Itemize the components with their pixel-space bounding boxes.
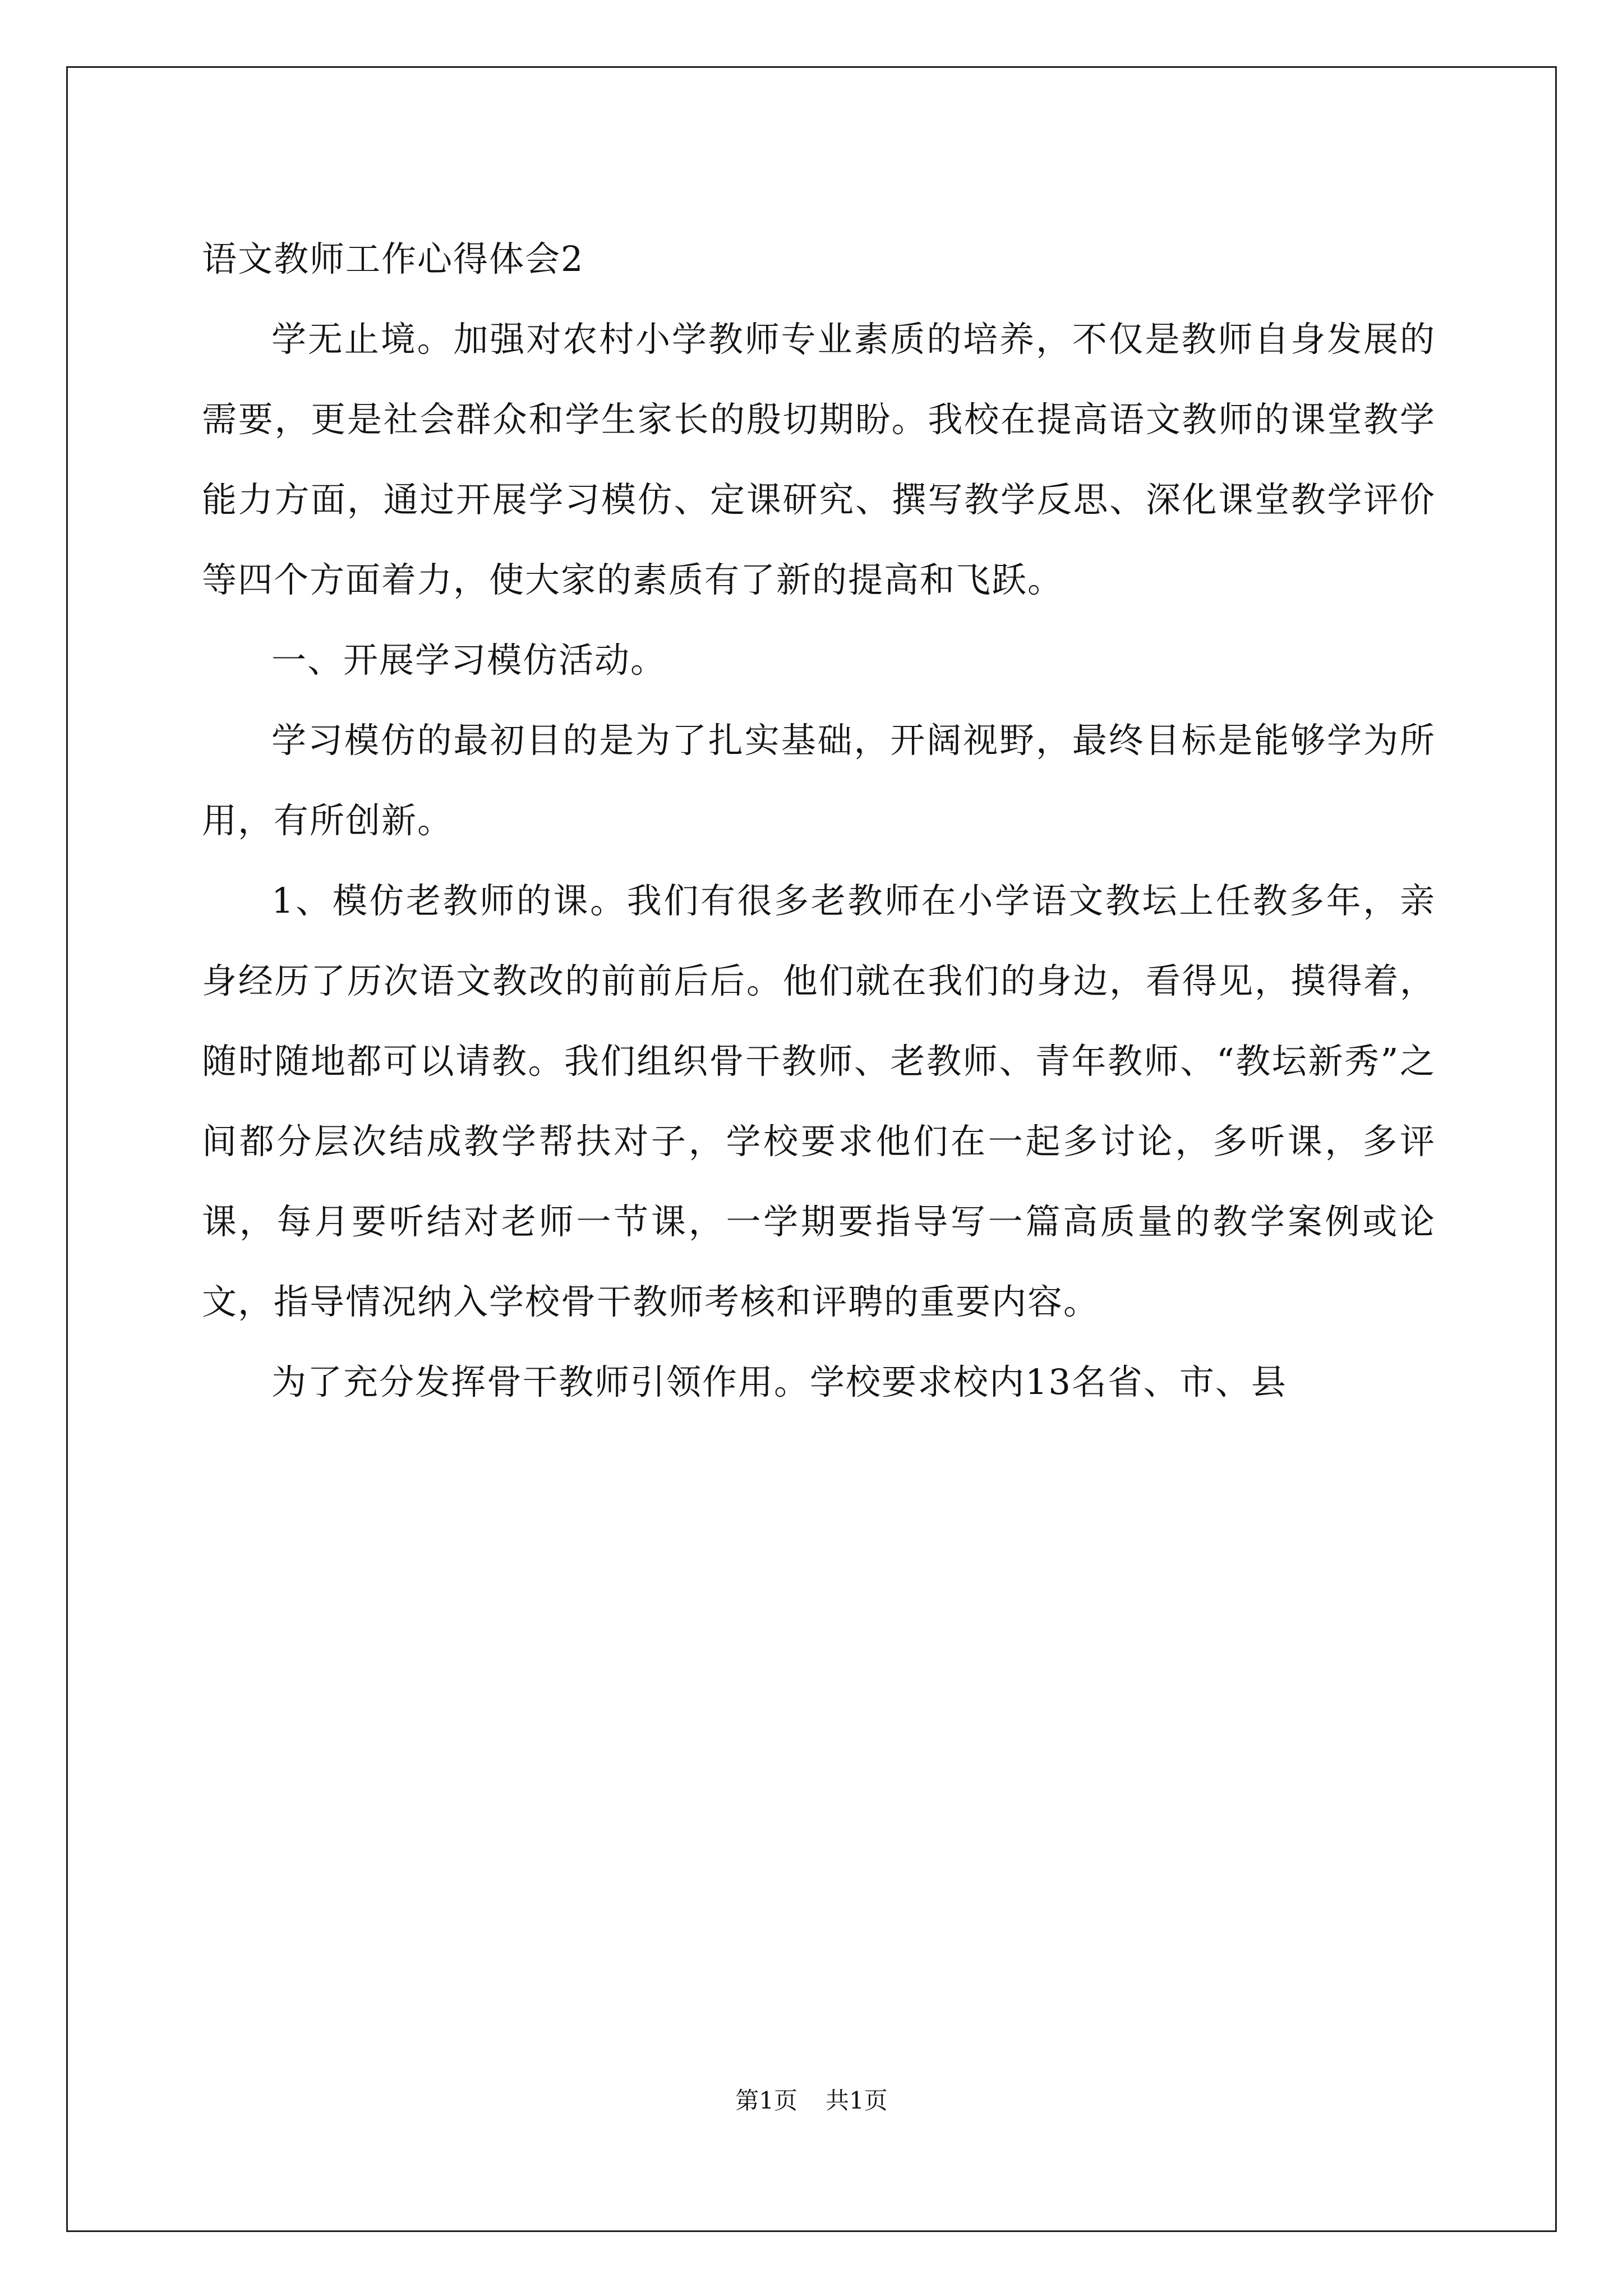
page-total: 共1页: [826, 2087, 888, 2114]
document-title: 语文教师工作心得体会2: [202, 238, 584, 279]
paragraph-imitate-old-teachers: 1、模仿老教师的课。我们有很多老教师在小学语文教坛上任教多年，亲身经历了历次语文教改的前前后后。他们就在我们的身边，看得见，摸得着，随时随地都可以请教。我们组织骨干教师、老教师、青年教师、“教坛新秀”之间都分层次结成教学帮扶对子，学校要求他们在一起多讨论，多听课，多评课，每月要听结对老师一节课，一学期要指导写一篇高质量的教学案例或论文，指导情况纳入学校骨干教师考核和评聘的重要内容。: [202, 880, 1436, 1322]
page-footer: [0, 2084, 1623, 2118]
document-body: [202, 219, 1436, 1422]
paragraph-imitation-purpose: 学习模仿的最初目的是为了扎实基础，开阔视野，最终目标是能够学为所用，有所创新。: [202, 720, 1436, 841]
paragraph-intro: 学无止境。加强对农村小学教师专业素质的培养，不仅是教师自身发展的需要，更是社会群众和学生家长的殷切期盼。我校在提高语文教师的课堂教学能力方面，通过开展学习模仿、定课研究、撰写教学反思、深化课堂教学评价等四个方面着力，使大家的素质有了新的提高和飞跃。: [202, 319, 1436, 600]
paragraph-backbone-teachers: 为了充分发挥骨干教师引领作用。学校要求校内13名省、市、县: [271, 1361, 1287, 1402]
section-heading-1: 一、开展学习模仿活动。: [271, 639, 667, 680]
page-number: 第1页: [735, 2087, 797, 2114]
